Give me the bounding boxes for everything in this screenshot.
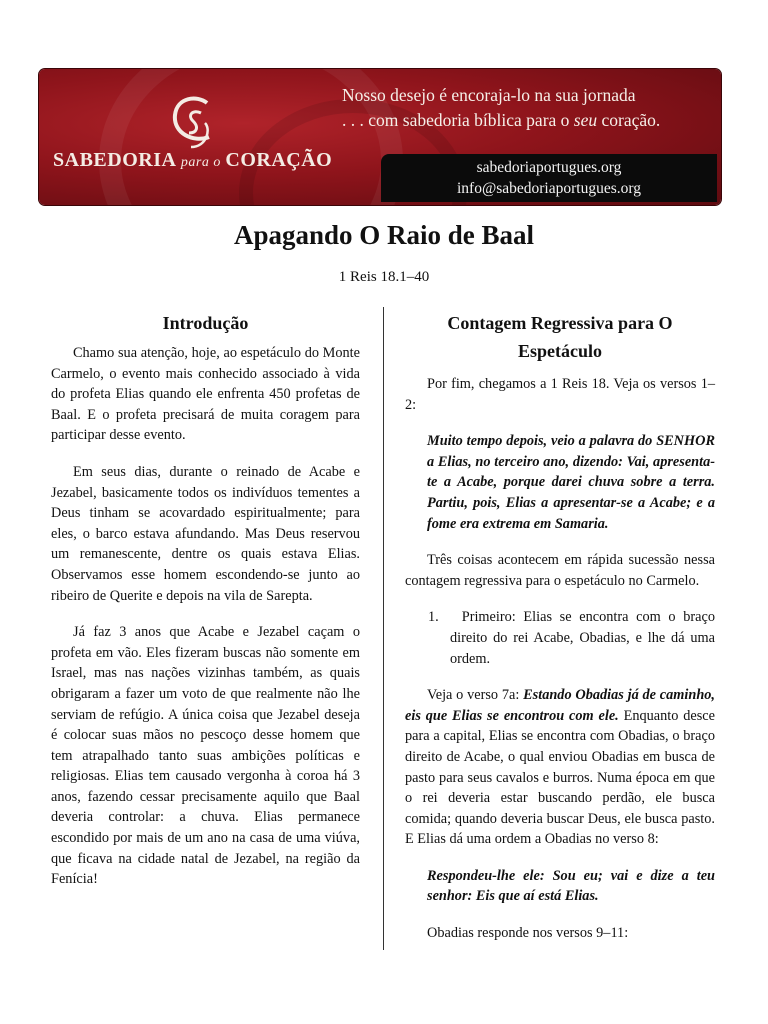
paragraph: Já faz 3 anos que Acabe e Jezabel caçam o profeta em vão. Eles fizeram buscas não somente em Israel, mas nas nações vizinhas também, as quais obrigaram a fazer um voto de que realmente não lhe serviam de refúgio. A única coisa que Jezabel deseja é colocar suas mãos no pescoço desse homem que tem atrapalhado tanto suas ambições políticas e religiosas. Elias tem causado vergonha à coroa há 3 anos, fazendo cessar precisamente aquilo que Baal deveria controlar: a chuva. Elias permanece escondido por mais de um ano na casa de uma viúva, que ficava na cidade natal de Jezabel, na região da Fenícia! <box>51 624 360 888</box>
paragraph: Por fim, chegamos a 1 Reis 18. Veja os versos 1–2: <box>405 376 715 413</box>
tagline-line-2-b: coração. <box>597 110 661 130</box>
contact-box <box>381 154 717 202</box>
scripture-reference: 1 Reis 18.1–40 <box>338 269 430 285</box>
website-link[interactable]: sabedoriaportugues.org <box>476 159 622 176</box>
column-divider <box>383 307 384 950</box>
tagline-line-2-a: . . . com sabedoria bíblica para o <box>342 110 574 130</box>
paragraph: Chamo sua atenção, hoje, ao espetáculo do Monte Carmelo, o evento mais conhecido associado à vida do profeta Elias quando ele enfrenta 450 profetas de Baal. E o profeta precisará de muita coragem para participar desse evento. <box>51 345 360 444</box>
tagline-line-1: Nosso desejo é encoraja-lo na sua jornada <box>342 85 636 105</box>
right-column <box>405 309 715 944</box>
paragraph: Em seus dias, durante o reinado de Acabe e Jezabel, basicamente todos os indivíduos tementes a Deus tinham se acovardado espiritualmente; para eles, o barco estava afundando. Mas Deus reservou um remanescente, dentre os quais estava Elias. Observamos esse homem escondendo-se junto ao ribeiro de Querite e depois na vila de Sarepta. <box>51 463 360 604</box>
brand-end: CORAÇÃO <box>225 149 333 171</box>
list-item <box>405 607 715 669</box>
paragraph-rest: Enquanto desce para a capital, Elias se encontra com Obadias, o braço direito de Acabe, o qual enviou Obadias em busca de pasto para seus cavalos e burros. Numa época em que o rei deveria estar buscando perdão, ele busca comida; quando deveria buscar Deus, ele busca pasto. E Elias dá uma ordem a Obadias no verso 8: <box>405 707 715 848</box>
paragraph: Três coisas acontecem em rápida sucessão nessa contagem regressiva para o espetáculo no Carmelo. <box>405 552 715 589</box>
brand-main: SABEDORIA <box>53 149 177 171</box>
paragraph: Obadias responde nos versos 9–11: <box>427 925 629 942</box>
sc-monogram-logo-icon <box>167 93 219 151</box>
tagline-line-2 <box>342 108 660 133</box>
tagline-emphasis: seu <box>573 110 598 130</box>
list-text: Primeiro: Elias se encontra com o braço direito do rei Acabe, Obadias, e lhe dá uma ordem. <box>450 609 715 667</box>
header-banner <box>39 69 721 205</box>
list-number: 1. <box>428 609 439 626</box>
brand-para: para o <box>180 155 221 170</box>
scripture-quote: Muito tempo depois, veio a palavra do SENHOR a Elias, no terceiro ano, dizendo: Vai, apresenta-te a Acabe, porque darei chuva sobre a terra. Partiu, pois, Elias a apresentar-se a Acabe; e a fome era extrema em Samaria. <box>427 433 715 532</box>
paragraph-lead: Veja o verso 7a: <box>427 687 524 704</box>
page-title: Apagando O Raio de Baal <box>233 220 535 250</box>
email-link[interactable]: info@sabedoriaportugues.org <box>456 180 642 197</box>
section-heading-introducao: Introdução <box>162 313 249 333</box>
brand-name <box>53 149 332 172</box>
section-heading-contagem: Contagem Regressiva para O Espetáculo <box>447 313 673 361</box>
inline-scripture: Estando Obadias já de caminho, eis que Elias se encontrou com ele. <box>405 687 715 724</box>
tagline <box>342 83 660 133</box>
left-column <box>51 309 360 890</box>
scripture-quote: Respondeu-lhe ele: Sou eu; vai e dize a teu senhor: Eis que aí está Elias. <box>427 867 715 905</box>
paragraph <box>405 685 715 850</box>
